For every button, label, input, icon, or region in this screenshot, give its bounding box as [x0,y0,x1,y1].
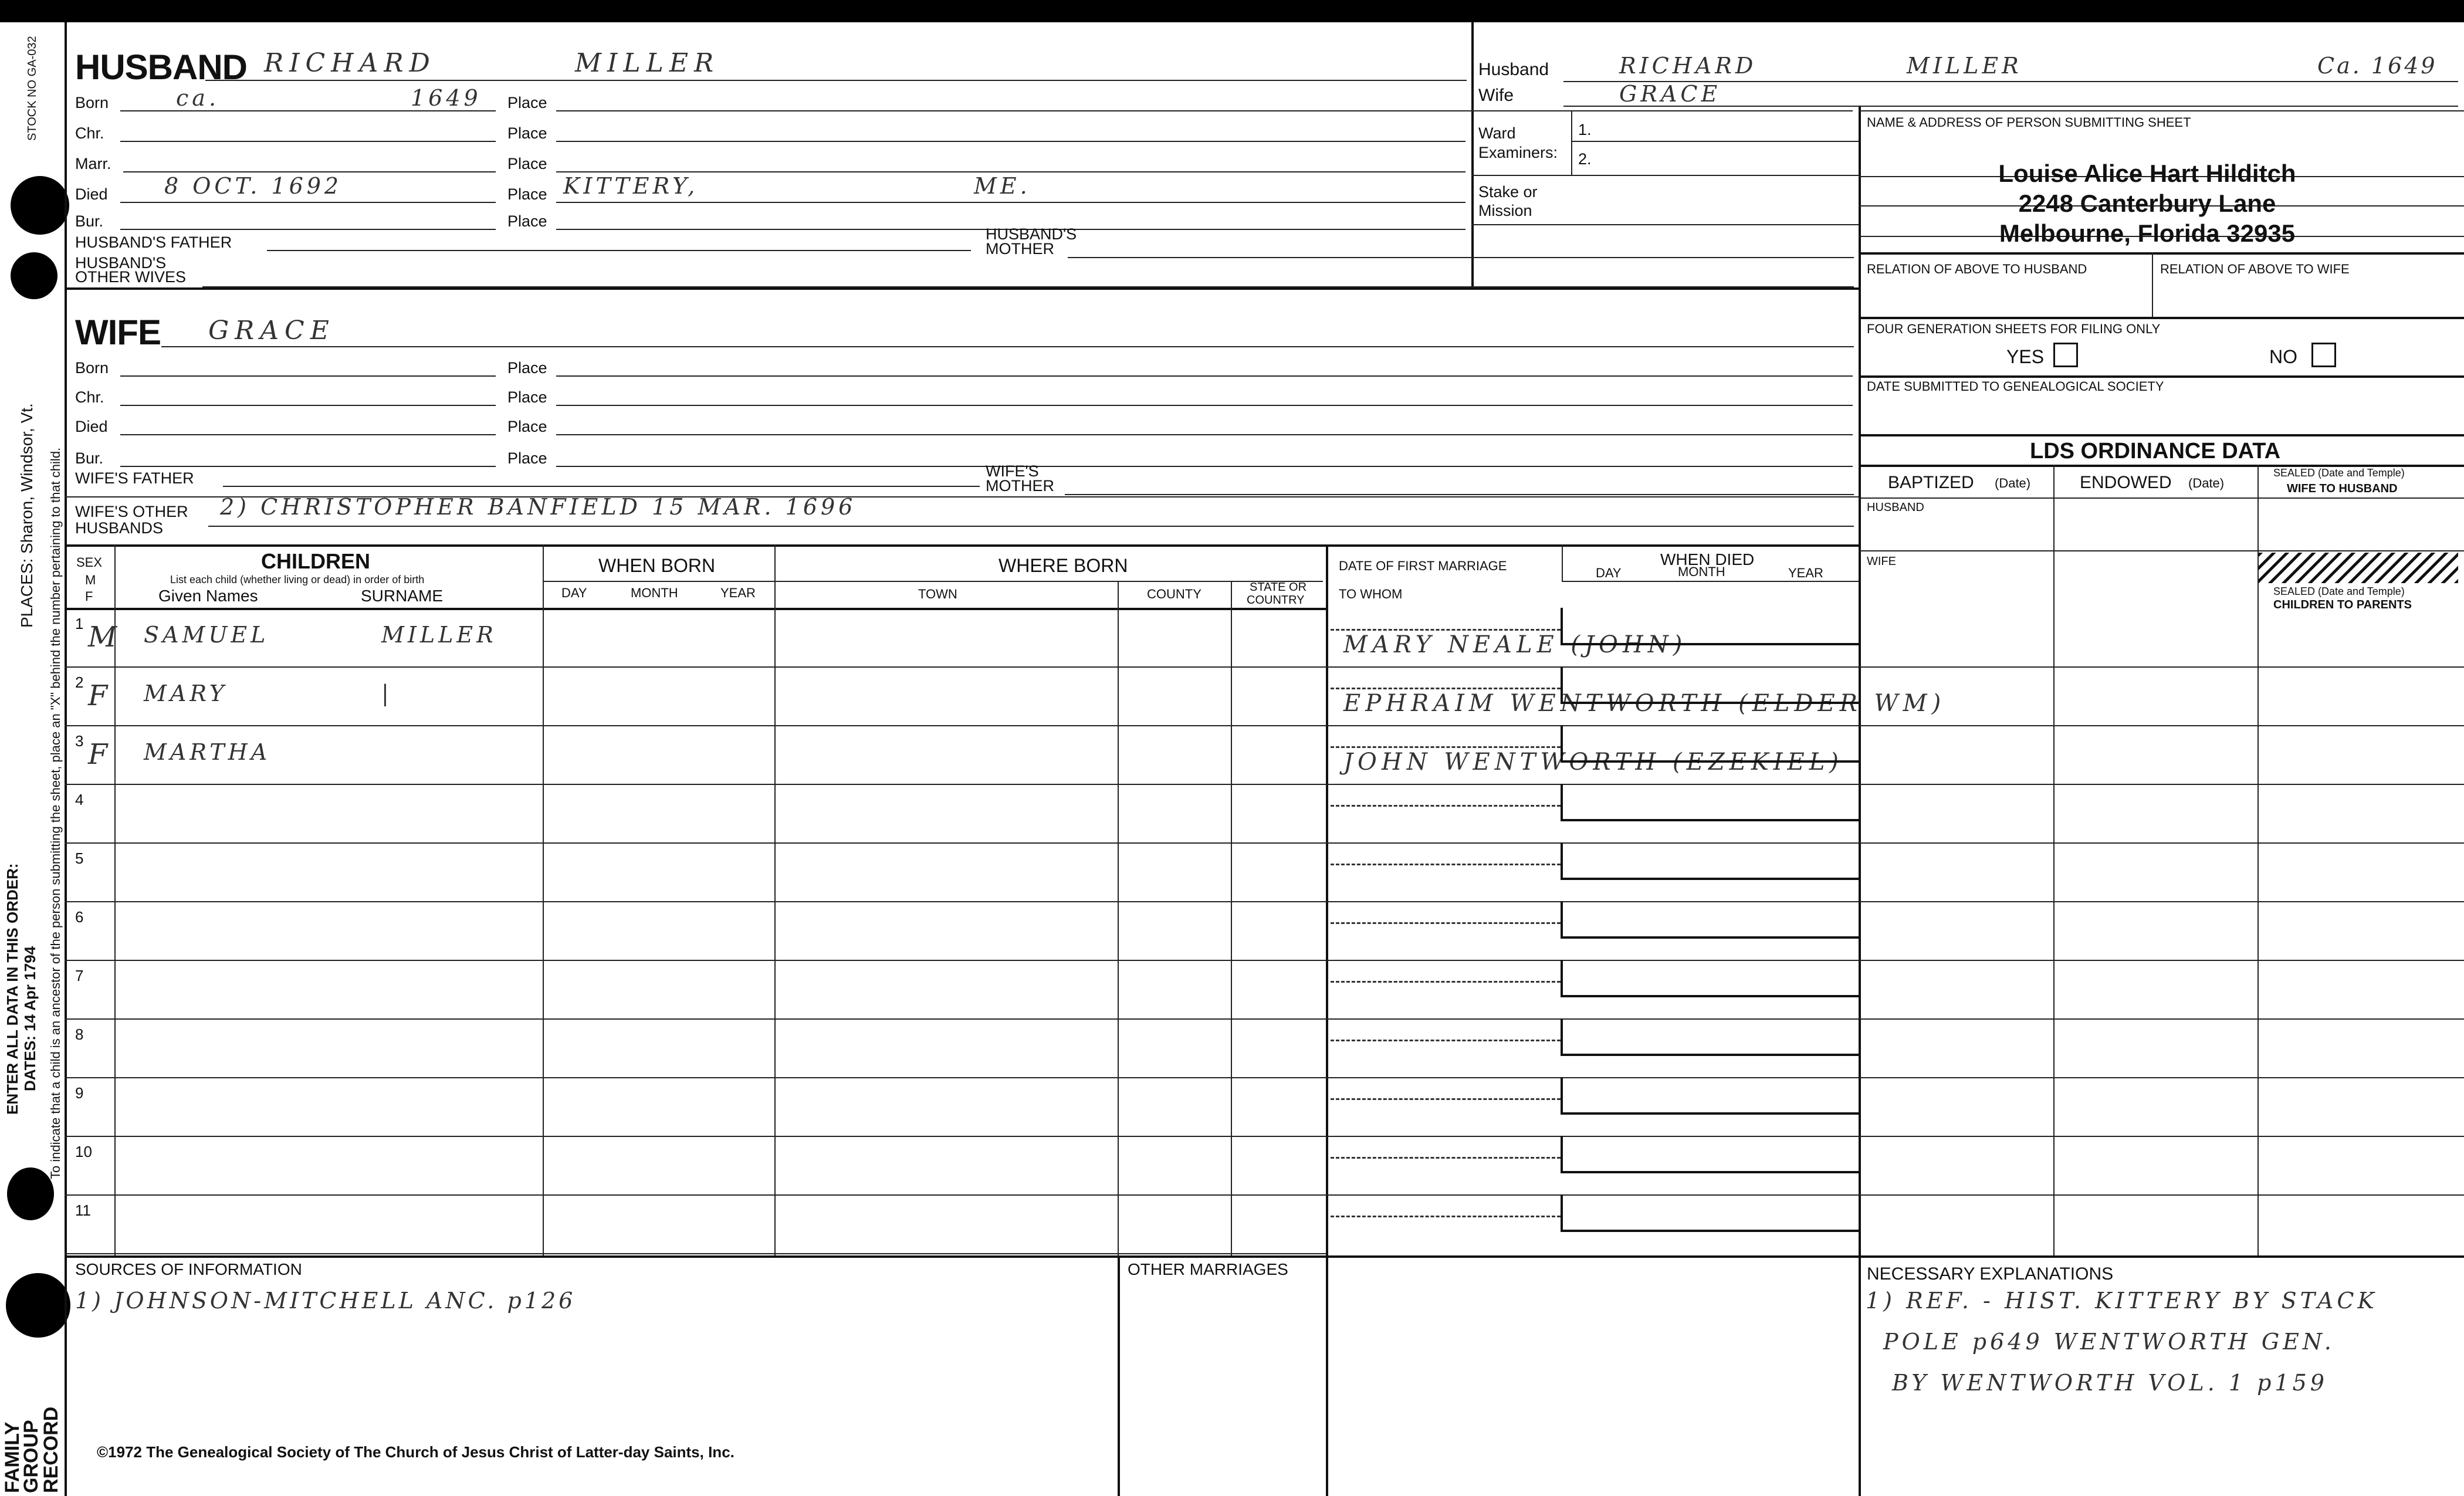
explanation-line-3: BY WENTWORTH VOL. 1 p159 [1892,1370,2328,1396]
lds-sealed-w2h-1: SEALED (Date and Temple) [2273,467,2405,479]
no-checkbox[interactable] [2311,343,2336,367]
town-label: TOWN [918,587,957,601]
died-bracket-line [1561,1230,1859,1232]
sources-value: 1) JOHNSON-MITCHELL ANC. p126 [75,1288,576,1314]
died-bracket-line [1561,878,1859,880]
enter-order-label: ENTER ALL DATA IN THIS ORDER: [4,863,21,1115]
ward-divider [1571,111,1572,175]
submitter-line-1: Louise Alice Hart Hilditch [1998,160,2296,187]
died-header-bottom [1562,581,1859,582]
lds-sealed-c2p-2: CHILDREN TO PARENTS [2273,598,2412,611]
state-label-2: COUNTRY [1247,594,1305,607]
wife-other-husbands-label-2: HUSBANDS [75,519,164,537]
wife-chr-label: Chr. [75,388,104,406]
husband-marr-place-line [556,171,1465,172]
died-bracket [1561,666,1563,702]
died-bracket-line [1561,1054,1859,1056]
died-bracket-line [1561,760,1859,763]
children-instr: List each child (whether living or dead) in order of birth [170,574,425,585]
stake-bottom [1471,224,1859,225]
died-bracket [1561,1136,1563,1171]
child-number: 7 [75,967,84,984]
surname-label: SURNAME [361,587,444,605]
col-children-divider [543,544,544,1255]
marriage-date-dash [1331,746,1561,748]
died-bracket [1561,1077,1563,1112]
col-county-divider [1231,581,1232,1255]
marriage-date-dash [1331,864,1561,865]
child-surname: MILLER [381,622,497,648]
explanation-line-2: POLE p649 WENTWORTH GEN. [1883,1329,2335,1355]
husband-mother-label-1: HUSBAND'S [986,225,1077,243]
stake-label: Stake or [1478,183,1538,201]
date-submitted-label: DATE SUBMITTED TO GENEALOGICAL SOCIETY [1867,379,2164,394]
husband-father-label: HUSBAND'S FATHER [75,233,232,251]
col-town-divider [1118,581,1119,1255]
to-whom-label: TO WHOM [1339,587,1403,601]
child-sex: F [88,738,108,771]
ancestor-instruction: To indicate that a child is an ancestor of the person submitting the sheet, place an "X" behind the number pertaining to that child. [48,447,63,1179]
child-number: 1 [75,615,84,632]
lds-husband-label: HUSBAND [1867,501,1924,514]
wife-father-label: WIFE'S FATHER [75,469,194,487]
right-column-divider [1859,106,1861,1496]
relation-divider [2152,252,2153,317]
marriage-date-dash [1331,981,1561,983]
left-margin-line [65,22,67,1496]
four-gen-label: FOUR GENERATION SHEETS FOR FILING ONLY [1867,321,2161,336]
died-bracket [1561,1194,1563,1230]
died-year-label: YEAR [1788,566,1823,580]
ward-label: Ward [1478,124,1516,142]
husband-chr-line [120,141,496,142]
child-number: 5 [75,849,84,867]
lds-title: LDS ORDINANCE DATA [2030,439,2281,463]
wife-bur-place-line [556,466,1853,467]
husband-marr-place-label: Place [507,155,547,172]
lds-wife-top [1859,550,2464,551]
yes-label: YES [2006,346,2045,367]
wife-mother-label-2: MOTHER [986,477,1054,495]
row-separator [65,842,2464,844]
when-died-label: WHEN DIED [1660,550,1755,568]
ward-bottom [1471,175,1859,176]
row-separator [65,1018,2464,1020]
submitter-label: NAME & ADDRESS OF PERSON SUBMITTING SHEET [1867,115,2191,130]
child-number: 11 [75,1201,91,1219]
child-spouse: JOHN WENTWORTH (EZEKIEL) [1343,749,1843,776]
lds-endowed: ENDOWED [2080,473,2172,492]
given-names-label: Given Names [158,587,258,605]
child-number: 4 [75,791,84,808]
binder-hole [6,1273,70,1338]
top-black-bar [0,0,2464,22]
died-bracket-line [1561,819,1859,821]
copyright-text: ©1972 The Genealogical Society of The Church of Jesus Christ of Latter-day Saints, Inc. [97,1443,735,1461]
marriage-date-dash [1331,1216,1561,1217]
examiner-1-label: 1. [1578,121,1592,138]
wife-chr-line [120,405,496,406]
died-bracket-line [1561,936,1859,939]
wife-mother-label-1: WIFE'S [986,462,1039,480]
wife-given-name: GRACE [208,316,335,346]
record-title-3: RECORD [40,1406,62,1493]
died-bracket-line [1561,643,1859,645]
relation-wife-label: RELATION OF ABOVE TO WIFE [2160,262,2350,276]
record-title-1: FAMILY [1,1421,23,1493]
lds-endowed-date: (Date) [2188,476,2225,490]
child-number: 10 [75,1143,92,1160]
died-bracket [1561,842,1563,878]
row-separator [65,1194,2464,1196]
child-given-name: MARY [144,681,228,706]
husband-born-place-line [556,110,1853,111]
died-bracket [1561,725,1563,760]
hdr-husband-label: Husband [1478,60,1549,79]
died-month-label: MONTH [1678,564,1725,579]
child-spouse: MARY NEALE (JOHN) [1343,631,1687,658]
children-header-bottom [65,608,1326,610]
died-bracket-line [1561,702,1859,704]
child-number: 2 [75,673,84,691]
wife-mother-line [1065,494,1854,495]
born-month-label: MONTH [631,585,678,600]
child-number: 9 [75,1084,84,1102]
row-separator [65,960,2464,961]
lds-baptized: BAPTIZED [1888,473,1974,492]
wife-born-label: Born [75,359,109,377]
husband-block-bottom [65,287,1859,290]
husband-other-wives-label-2: OTHER WIVES [75,268,187,286]
child-given-name: MARTHA [144,739,271,765]
lds-baptized-date: (Date) [1995,476,2031,490]
explanations-label: NECESSARY EXPLANATIONS [1867,1264,2114,1284]
marriage-date-dash [1331,1157,1561,1159]
wife-died-line [120,434,496,435]
row-separator [65,1136,2464,1137]
husband-died-label: Died [75,185,108,203]
sex-label: SEX [76,555,103,570]
husband-born-year: 1649 [411,85,482,111]
died-bracket [1561,1018,1563,1054]
child-sex: M [88,621,117,654]
child-sex: F [88,679,108,712]
child-surname: | [381,681,392,706]
wife-bur-line [120,466,496,467]
state-label-1: STATE OR [1250,581,1307,594]
wife-chr-place-label: Place [507,388,547,406]
four-gen-top [1859,317,2464,319]
col-born-divider [774,544,776,1255]
husband-died-place-label: Place [507,185,547,203]
lds-col-divider-2 [2257,465,2259,1257]
wife-father-line [223,486,980,487]
husband-chr-place-label: Place [507,124,547,142]
examiner-2-label: 2. [1578,150,1592,168]
husband-father-line [267,250,971,251]
husband-surname: MILLER [575,48,720,78]
child-number: 8 [75,1025,84,1043]
hdr-husband-given: RICHARD [1619,53,1757,79]
wife-heading: WIFE [75,313,161,352]
husband-bur-label: Bur. [75,212,104,230]
row-separator [65,1253,1326,1254]
when-born-label: WHEN BORN [598,555,716,576]
header-divider [1471,22,1474,287]
died-bracket [1561,901,1563,936]
row-separator [65,725,2464,726]
hdr-wife-name: GRACE [1619,81,1721,107]
wife-name-line [161,346,1854,347]
husband-bur-place-label: Place [507,212,547,230]
husband-chr-place-line [556,141,1465,142]
lds-wife-label: WIFE [1867,555,1896,568]
hdr-husband-surname: MILLER [1907,53,2022,79]
husband-died-value: 8 OCT. 1692 [164,173,343,199]
wife-died-place-label: Place [507,418,547,435]
children-label: CHILDREN [261,549,370,573]
marriage-date-dash [1331,1098,1561,1100]
husband-born-value: ca. [176,85,220,111]
relation-husband-label: RELATION OF ABOVE TO HUSBAND [1867,262,2087,276]
children-header-sub-rule [543,581,1323,582]
mission-label: Mission [1478,202,1532,219]
wife-chr-place-line [556,405,1853,406]
relation-top [1859,252,2464,255]
yes-checkbox[interactable] [2053,343,2078,367]
husband-born-place-label: Place [507,94,547,111]
husband-died-line [120,202,496,203]
sex-m-label: M [85,573,96,587]
child-number: 6 [75,908,84,926]
lds-col-divider-1 [2053,465,2055,1257]
date-submitted-top [1859,375,2464,378]
wife-other-husbands-line [208,526,1854,527]
wife-block-bottom [65,544,1859,547]
husband-name-line [205,80,1467,81]
row-separator [65,901,2464,902]
husband-other-wives-label-1: HUSBAND'S [75,254,167,272]
binder-hole [11,176,69,235]
born-day-label: DAY [561,585,587,600]
husband-born-label: Born [75,94,109,111]
footer-divider [1118,1255,1120,1496]
child-given-name: SAMUEL [144,622,269,648]
other-marriages-label: OTHER MARRIAGES [1128,1260,1288,1278]
examiner-1-line [1572,141,1859,142]
col-where-divider [1326,544,1328,1496]
lds-top [1859,434,2464,436]
died-bracket-line [1561,1171,1859,1173]
died-bracket-line [1561,995,1859,997]
husband-marr-line [123,171,496,172]
col-died-divider [1562,544,1563,581]
child-spouse: EPHRAIM WENTWORTH (ELDER WM) [1343,690,1946,717]
husband-mother-line [1068,257,1854,258]
husband-died-place: KITTERY, [563,173,699,199]
husband-marr-label: Marr. [75,155,111,172]
row-separator [65,784,2464,785]
died-bracket [1561,608,1563,643]
died-day-label: DAY [1596,566,1622,580]
died-bracket [1561,960,1563,995]
stock-number: STOCK NO GA-032 [26,36,39,141]
husband-chr-label: Chr. [75,124,104,142]
first-marriage-label: DATE OF FIRST MARRIAGE [1339,559,1507,573]
lds-header-bottom [1859,497,2464,499]
row-separator [65,1077,2464,1078]
husband-died-place-line [556,202,1465,203]
explanation-line-1: 1) REF. - HIST. KITTERY BY STACK [1866,1288,2378,1314]
marriage-date-dash [1331,922,1561,924]
wife-born-line [120,375,496,377]
dates-guide: DATES: 14 Apr 1794 [21,946,39,1091]
born-year-label: YEAR [720,585,756,600]
wife-born-place-line [556,375,1853,377]
hdr-wife-label: Wife [1478,86,1514,105]
husband-died-state: ME. [974,173,1031,199]
marriage-date-dash [1331,629,1561,631]
no-label: NO [2269,346,2297,367]
children-bottom [65,1255,2464,1258]
died-bracket-line [1561,1112,1859,1115]
husband-heading: HUSBAND [75,48,247,87]
wife-died-label: Died [75,418,108,435]
sources-label: SOURCES OF INFORMATION [75,1260,302,1278]
examiners-label: Examiners: [1478,144,1558,161]
lds-sealed-c2p-1: SEALED (Date and Temple) [2273,585,2405,597]
wife-born-place-label: Place [507,359,547,377]
record-title-2: GROUP [20,1420,42,1493]
wife-bur-place-label: Place [507,449,547,467]
row-separator [65,666,2464,668]
places-guide: PLACES: Sharon, Windsor, Vt. [18,403,36,628]
marriage-date-dash [1331,1040,1561,1041]
husband-given-name: RICHARD [264,48,436,78]
husband-mother-label-2: MOTHER [986,240,1054,258]
husband-bur-line [120,229,496,230]
submitter-top [1859,110,2464,111]
binder-hole [11,252,57,299]
marriage-date-dash [1331,805,1561,807]
wife-bur-label: Bur. [75,449,104,467]
lds-hatched-cell [2259,553,2458,583]
hdr-husband-note: Ca. 1649 [2317,53,2438,79]
wife-other-husbands-value: 2) CHRISTOPHER BANFIELD 15 MAR. 1696 [220,494,857,520]
wife-died-place-line [556,434,1853,435]
binder-hole [7,1167,54,1220]
died-bracket [1561,784,1563,819]
lds-sealed-w2h-2: WIFE TO HUSBAND [2287,482,2398,495]
wife-other-husbands-label-1: WIFE'S OTHER [75,503,188,520]
marriage-date-dash [1331,688,1561,689]
sex-f-label: F [85,589,93,604]
submitter-line-2: 2248 Canterbury Lane [2018,189,2276,217]
child-number: 3 [75,732,84,750]
submitter-line-3: Melbourne, Florida 32935 [1999,219,2296,247]
where-born-label: WHERE BORN [999,555,1128,576]
county-label: COUNTY [1147,587,1201,601]
